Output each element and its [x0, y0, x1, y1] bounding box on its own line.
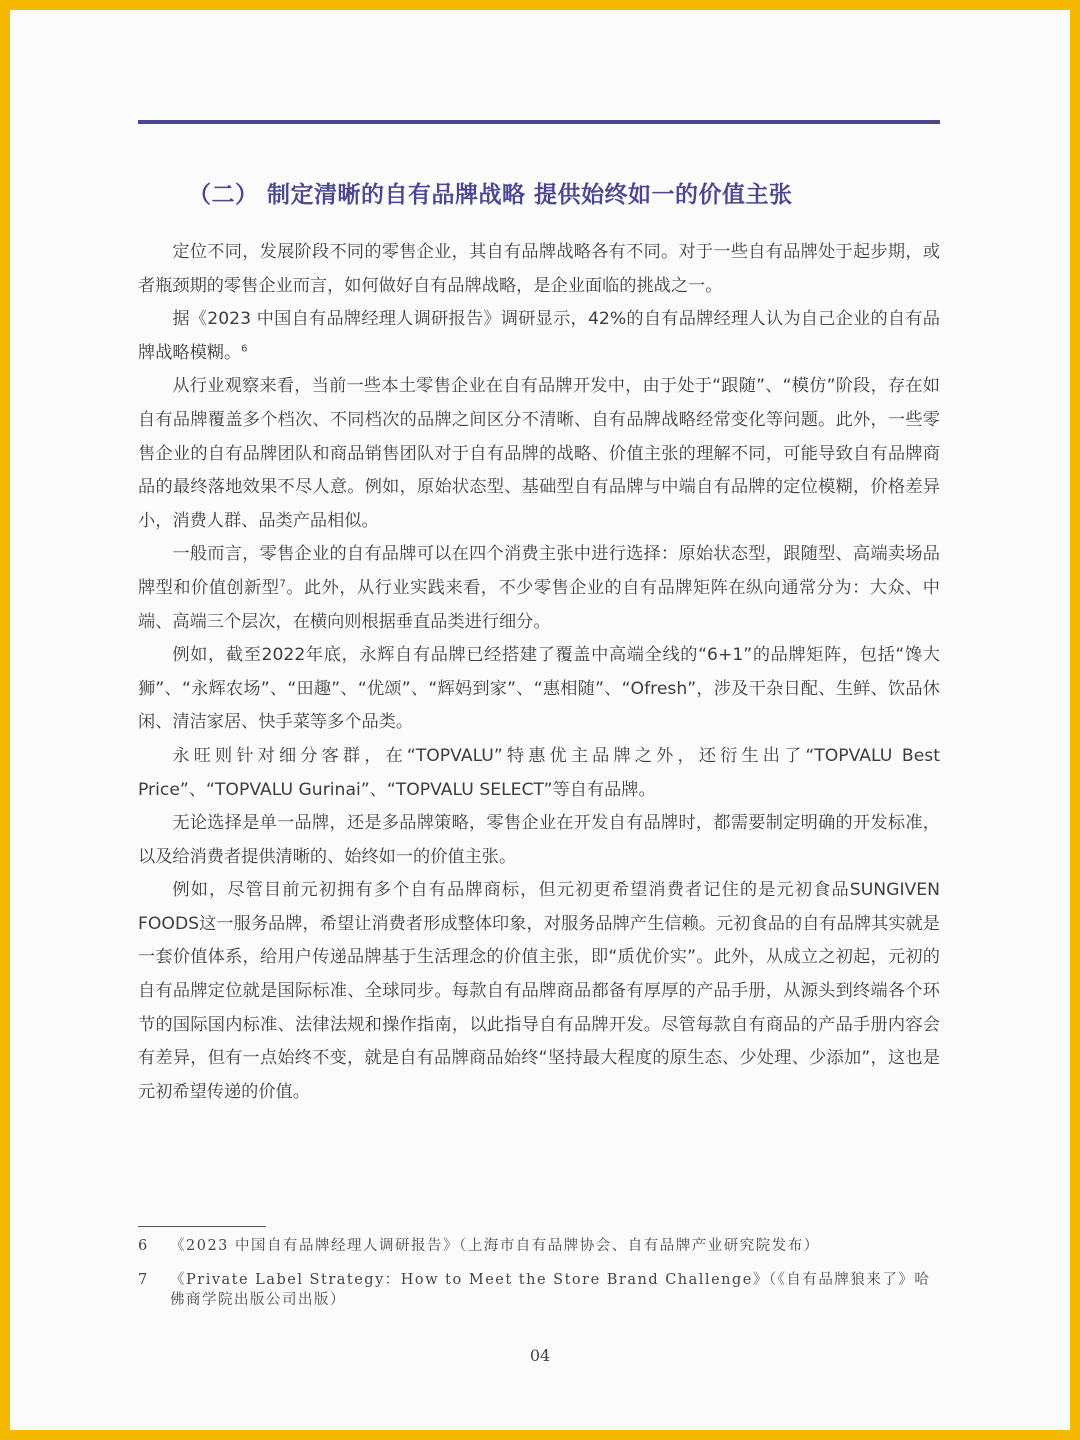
paragraph-6	[138, 740, 940, 807]
footnote-text: 《Private Label Strategy：How to Meet the Store Brand Challenge》（《自有品牌狼来了》哈佛商学院出版公司出版）	[170, 1272, 931, 1308]
footnote-rule	[138, 1226, 266, 1227]
paragraph-text: 一般而言，零售企业的自有品牌可以在四个消费主张中进行选择：原始状态型，跟随型、高端卖场品牌型和价值创新型	[138, 544, 940, 598]
header-rule	[138, 120, 940, 124]
paragraph-text: 据《2023 中国自有品牌经理人调研报告》调研显示，42%的自有品牌经理人认为自己企业的自有品牌战略模糊。	[138, 309, 940, 363]
paragraph-text: 例如，尽管目前元初拥有多个自有品牌商标，但元初更希望消费者记住的是元初食品SUNGIVEN FOODS这一服务品牌，希望让消费者形成整体印象，对服务品牌产生信赖。元初食品的自有品牌其实就是一套价值体系，给用户传递品牌基于生活理念的价值主张，即“质优价实”。此外，从成立之初起，元初的自有品牌定位就是国际标准、全球同步。每款自有品牌商品都备有厚厚的产品手册，从源头到终端各个环节的国际国内标准、法律法规和操作指南，以此指导自有品牌开发。尽管每款自有商品的产品手册内容会有差异，但有一点始终不变，就是自有品牌商品始终“坚持最大程度的原生态、少处理、少添加”，这也是元初希望传递的价值。	[138, 880, 940, 1102]
body-text	[138, 236, 940, 1109]
page-number: 04	[529, 1346, 551, 1365]
paragraph-text: 永旺则针对细分客群，在“TOPVALU”特惠优主品牌之外，还衍生出了“TOPVALU Best Price”、“TOPVALU Gurinai”、“TOPVALU SELECT”等自有品牌。	[138, 745, 940, 800]
footnote-number: 7	[138, 1272, 148, 1288]
paragraph-text: 例如，截至2022年底，永辉自有品牌已经搭建了覆盖中高端全线的“6+1”的品牌矩阵，包括“馋大狮”、“永辉农场”、“田趣”、“优颂”、“辉妈到家”、“惠相随”、“Ofresh”，涉及干杂日配、生鲜、饮品休闲、清洁家居、快手菜等多个品类。	[138, 645, 940, 733]
paragraph-1	[138, 236, 940, 303]
paragraph-4	[138, 538, 940, 639]
paragraph-3	[138, 370, 940, 538]
footnote-ref-7[interactable]: 7	[279, 578, 286, 590]
section-title: （二） 制定清晰的自有品牌战略 提供始终如一的价值主张	[188, 182, 793, 208]
footnote-6	[138, 1236, 940, 1256]
footnote-7	[138, 1270, 940, 1310]
paragraph-2	[138, 303, 940, 370]
paragraph-7	[138, 807, 940, 874]
footnote-number: 6	[138, 1238, 148, 1254]
paragraph-text: 从行业观察来看，当前一些本土零售企业在自有品牌开发中，由于处于“跟随”、“模仿”阶段，存在如自有品牌覆盖多个档次、不同档次的品牌之间区分不清晰、自有品牌战略经常变化等问题。此外，一些零售企业的自有品牌团队和商品销售团队对于自有品牌的战略、价值主张的理解不同，可能导致自有品牌商品的最终落地效果不尽人意。例如，原始状态型、基础型自有品牌与中端自有品牌的定位模糊，价格差异小，消费人群、品类产品相似。	[138, 376, 940, 531]
paragraph-text: 定位不同，发展阶段不同的零售企业，其自有品牌战略各有不同。对于一些自有品牌处于起步期，或者瓶颈期的零售企业而言，如何做好自有品牌战略，是企业面临的挑战之一。	[138, 242, 940, 296]
paragraph-text: 无论选择是单一品牌，还是多品牌策略，零售企业在开发自有品牌时，都需要制定明确的开发标准，以及给消费者提供清晰的、始终如一的价值主张。	[138, 813, 940, 867]
footnotes	[138, 1236, 940, 1324]
paragraph-text: 。此外，从行业实践来看，不少零售企业的自有品牌矩阵在纵向通常分为：大众、中端、高端三个层次，在横向则根据垂直品类进行细分。	[138, 577, 940, 632]
footnote-text: 《2023 中国自有品牌经理人调研报告》（上海市自有品牌协会、自有品牌产业研究院发布）	[170, 1238, 820, 1254]
document-page	[10, 10, 1070, 1430]
paragraph-8	[138, 874, 940, 1109]
footnote-ref-6[interactable]: 6	[241, 343, 248, 355]
paragraph-5	[138, 639, 940, 740]
